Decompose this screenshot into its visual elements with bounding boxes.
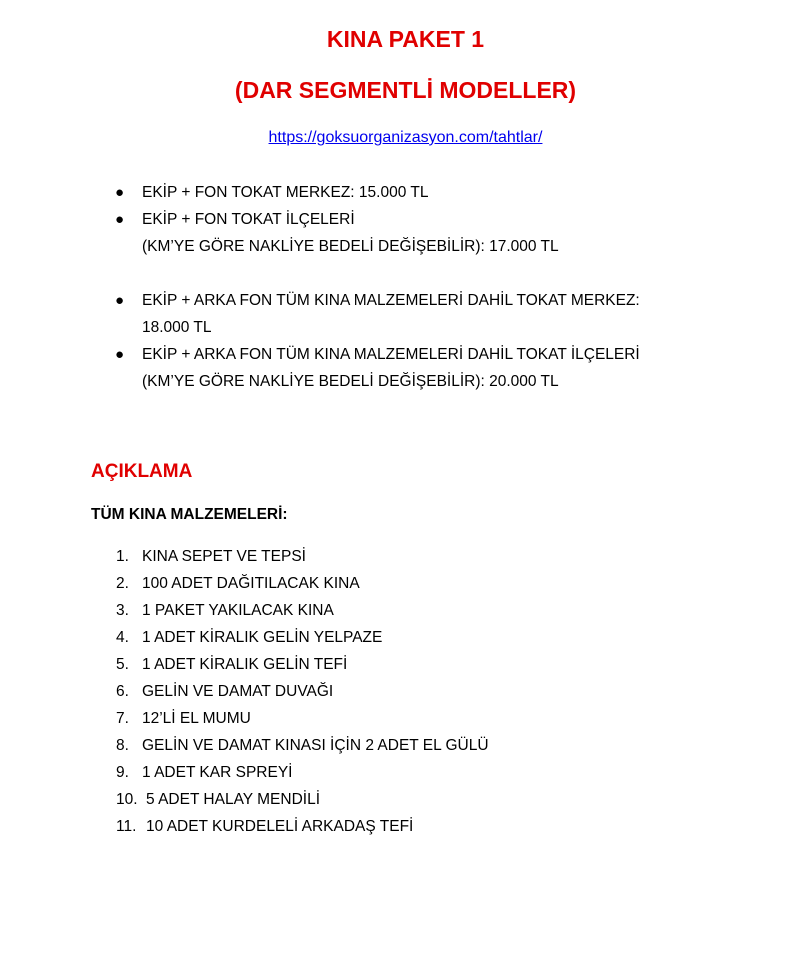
list-marker: 8. bbox=[116, 737, 129, 754]
list-item-text: 1 PAKET YAKILACAK KINA bbox=[142, 602, 334, 619]
list-marker: 7. bbox=[116, 710, 129, 727]
list-item-text: 5 ADET HALAY MENDİLİ bbox=[146, 791, 321, 808]
list-item-text: 1 ADET KAR SPREYİ bbox=[142, 764, 293, 781]
bullet-icon: ● bbox=[115, 184, 125, 201]
list-marker: 11. bbox=[116, 818, 137, 835]
bullet-icon: ● bbox=[115, 346, 125, 363]
page-subtitle: (DAR SEGMENTLİ MODELLER) bbox=[234, 77, 577, 103]
package-line: EKİP + ARKA FON TÜM KINA MALZEMELERİ DAHİL TOKAT MERKEZ: bbox=[142, 292, 640, 309]
package-line: (KM’YE GÖRE NAKLİYE BEDELİ DEĞİŞEBİLİR): 17.000 TL bbox=[142, 238, 559, 255]
section-heading: AÇIKLAMA bbox=[91, 461, 193, 482]
materials-heading: TÜM KINA MALZEMELERİ: bbox=[91, 506, 288, 523]
list-marker: 10. bbox=[116, 791, 138, 808]
bullet-icon: ● bbox=[115, 292, 125, 309]
list-marker: 3. bbox=[116, 602, 129, 619]
page-title: KINA PAKET 1 bbox=[326, 26, 485, 52]
list-item-text: 1 ADET KİRALIK GELİN TEFİ bbox=[142, 656, 348, 673]
list-marker: 2. bbox=[116, 575, 129, 592]
list-marker: 4. bbox=[116, 629, 129, 646]
list-marker: 5. bbox=[116, 656, 129, 673]
list-marker: 6. bbox=[116, 683, 129, 700]
package-line: EKİP + ARKA FON TÜM KINA MALZEMELERİ DAHİL TOKAT İLÇELERİ bbox=[142, 346, 640, 363]
list-marker: 9. bbox=[116, 764, 129, 781]
package-line: (KM’YE GÖRE NAKLİYE BEDELİ DEĞİŞEBİLİR): 20.000 TL bbox=[142, 373, 559, 390]
list-item-text: 12’Lİ EL MUMU bbox=[142, 710, 251, 727]
list-item-text: KINA SEPET VE TEPSİ bbox=[142, 548, 306, 565]
bullet-icon: ● bbox=[115, 211, 125, 228]
website-link[interactable]: https://goksuorganizasyon.com/tahtlar/ bbox=[268, 129, 543, 146]
list-item-text: 10 ADET KURDELELİ ARKADAŞ TEFİ bbox=[146, 818, 414, 835]
package-line: EKİP + FON TOKAT İLÇELERİ bbox=[142, 211, 355, 228]
list-marker: 1. bbox=[116, 548, 129, 565]
list-item-text: 100 ADET DAĞITILACAK KINA bbox=[142, 575, 360, 592]
link-container bbox=[0, 127, 811, 149]
list-item-text: 1 ADET KİRALIK GELİN YELPAZE bbox=[142, 629, 383, 646]
package-line: EKİP + FON TOKAT MERKEZ: 15.000 TL bbox=[142, 184, 429, 201]
package-line: 18.000 TL bbox=[142, 319, 212, 336]
list-item-text: GELİN VE DAMAT KINASI İÇİN 2 ADET EL GÜLÜ bbox=[142, 737, 489, 754]
list-item-text: GELİN VE DAMAT DUVAĞI bbox=[142, 683, 334, 700]
